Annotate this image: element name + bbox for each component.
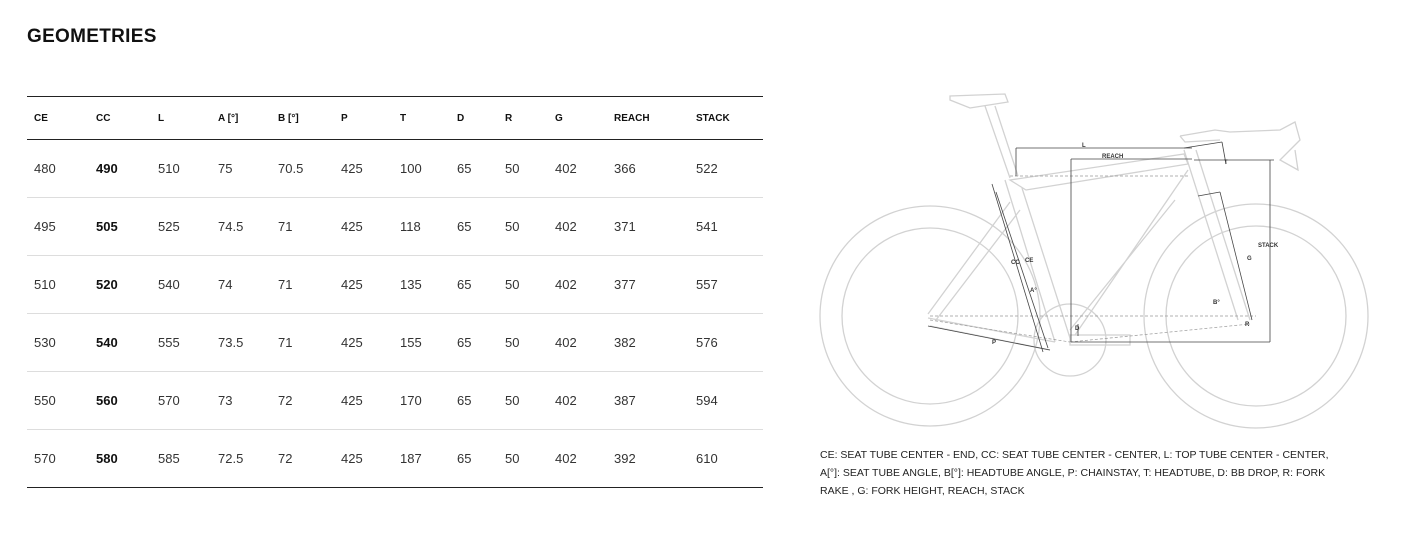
table-cell: 50 <box>505 277 520 292</box>
seat-stay <box>928 202 1020 320</box>
table-cell: 65 <box>457 451 472 466</box>
label-d: D <box>1075 326 1080 332</box>
table-cell: 74 <box>218 277 233 292</box>
column-header: R <box>505 112 513 124</box>
table-cell: 510 <box>34 277 56 292</box>
label-p: P <box>992 340 997 346</box>
table-cell: 425 <box>341 219 363 234</box>
table-cell: 71 <box>278 219 293 234</box>
table-cell: 402 <box>555 335 577 350</box>
table-cell: 530 <box>34 335 56 350</box>
table-cell: 65 <box>457 335 472 350</box>
bike-geometry-diagram <box>800 80 1400 440</box>
table-cell: 366 <box>614 161 636 176</box>
table-cell: 505 <box>96 219 118 234</box>
table-row <box>27 255 763 313</box>
column-header: CC <box>96 112 111 124</box>
label-g: G <box>1247 256 1252 262</box>
label-ce: CE <box>1025 258 1034 264</box>
table-cell: 425 <box>341 277 363 292</box>
table-cell: 71 <box>278 277 293 292</box>
table-cell: 560 <box>96 393 118 408</box>
label-reach: REACH <box>1102 154 1124 160</box>
table-cell: 371 <box>614 219 636 234</box>
table-cell: 402 <box>555 393 577 408</box>
table-cell: 541 <box>696 219 718 234</box>
table-cell: 610 <box>696 451 718 466</box>
table-cell: 540 <box>158 277 180 292</box>
column-header: P <box>341 112 348 124</box>
column-header: CE <box>34 112 48 124</box>
table-cell: 71 <box>278 335 293 350</box>
label-t: T <box>1224 160 1228 166</box>
table-cell: 72.5 <box>218 451 244 466</box>
geometry-legend: CE: SEAT TUBE CENTER - END, CC: SEAT TUBE CENTER - CENTER, L: TOP TUBE CENTER - CENTER, A[°]: SEAT TUBE ANGLE, B[°]: HEADTUBE ANGLE, P: CHAINSTAY, T: HEADTUBE, D: BB DROP, R: FORK RAKE , G: FORK HEIGHT, REACH, STACK <box>820 449 1329 497</box>
table-cell: 425 <box>341 393 363 408</box>
label-r: R <box>1245 322 1250 328</box>
table-cell: 170 <box>400 393 422 408</box>
table-cell: 480 <box>34 161 56 176</box>
table-cell: 402 <box>555 219 577 234</box>
table-cell: 135 <box>400 277 422 292</box>
table-cell: 100 <box>400 161 422 176</box>
table-cell: 585 <box>158 451 180 466</box>
saddle <box>950 94 1008 108</box>
table-cell: 74.5 <box>218 219 244 234</box>
table-cell: 525 <box>158 219 180 234</box>
table-cell: 495 <box>34 219 56 234</box>
column-header: REACH <box>614 112 650 124</box>
table-cell: 73 <box>218 393 233 408</box>
table-row <box>27 429 763 487</box>
table-cell: 50 <box>505 161 520 176</box>
crank <box>1070 335 1130 345</box>
geometry-table <box>27 96 763 488</box>
table-cell: 490 <box>96 161 118 176</box>
table-cell: 520 <box>96 277 118 292</box>
table-cell: 387 <box>614 393 636 408</box>
table-cell: 402 <box>555 277 577 292</box>
table-cell: 580 <box>96 451 118 466</box>
column-header: L <box>158 112 165 124</box>
table-cell: 187 <box>400 451 422 466</box>
table-cell: 50 <box>505 335 520 350</box>
label-a-angle: A° <box>1030 288 1037 294</box>
dimension-labels <box>992 143 1279 346</box>
table-cell: 382 <box>614 335 636 350</box>
table-row <box>27 313 763 371</box>
column-header: STACK <box>696 112 730 124</box>
column-header: B [°] <box>278 112 299 124</box>
label-cc: CC <box>1011 260 1020 266</box>
table-cell: 510 <box>158 161 180 176</box>
label-l: L <box>1082 143 1086 149</box>
table-row <box>27 197 763 255</box>
table-cell: 570 <box>158 393 180 408</box>
table-cell: 65 <box>457 393 472 408</box>
table-cell: 555 <box>158 335 180 350</box>
table-cell: 65 <box>457 277 472 292</box>
table-cell: 522 <box>696 161 718 176</box>
table-cell: 65 <box>457 219 472 234</box>
table-row <box>27 371 763 429</box>
table-cell: 72 <box>278 393 293 408</box>
table-cell: 576 <box>696 335 718 350</box>
table-cell: 118 <box>400 219 421 234</box>
table-cell: 550 <box>34 393 56 408</box>
column-header: A [°] <box>218 112 239 124</box>
table-cell: 377 <box>614 277 636 292</box>
table-cell: 50 <box>505 219 520 234</box>
column-header: T <box>400 112 407 124</box>
table-cell: 73.5 <box>218 335 244 350</box>
table-cell: 594 <box>696 393 718 408</box>
table-header-row <box>27 97 763 140</box>
table-cell: 540 <box>96 335 118 350</box>
column-header: D <box>457 112 465 124</box>
table-cell: 50 <box>505 451 520 466</box>
table-cell: 75 <box>218 161 233 176</box>
table-cell: 155 <box>400 335 422 350</box>
table-cell: 392 <box>614 451 636 466</box>
table-row <box>27 140 763 197</box>
table-cell: 65 <box>457 161 472 176</box>
down-tube <box>1070 170 1188 335</box>
table-cell: 402 <box>555 451 577 466</box>
seatpost <box>985 106 1018 178</box>
label-b-angle: B° <box>1213 300 1220 306</box>
table-cell: 570 <box>34 451 56 466</box>
table-cell: 70.5 <box>278 161 304 176</box>
table-cell: 50 <box>505 393 520 408</box>
table-cell: 402 <box>555 161 577 176</box>
column-header: G <box>555 112 563 124</box>
wheels <box>820 204 1368 428</box>
table-cell: 425 <box>341 451 363 466</box>
table-cell: 72 <box>278 451 293 466</box>
table-cell: 557 <box>696 277 718 292</box>
frame <box>928 94 1300 350</box>
table-cell: 425 <box>341 161 363 176</box>
table-cell: 425 <box>341 335 363 350</box>
page-title: GEOMETRIES <box>27 26 157 47</box>
label-stack: STACK <box>1258 243 1279 249</box>
